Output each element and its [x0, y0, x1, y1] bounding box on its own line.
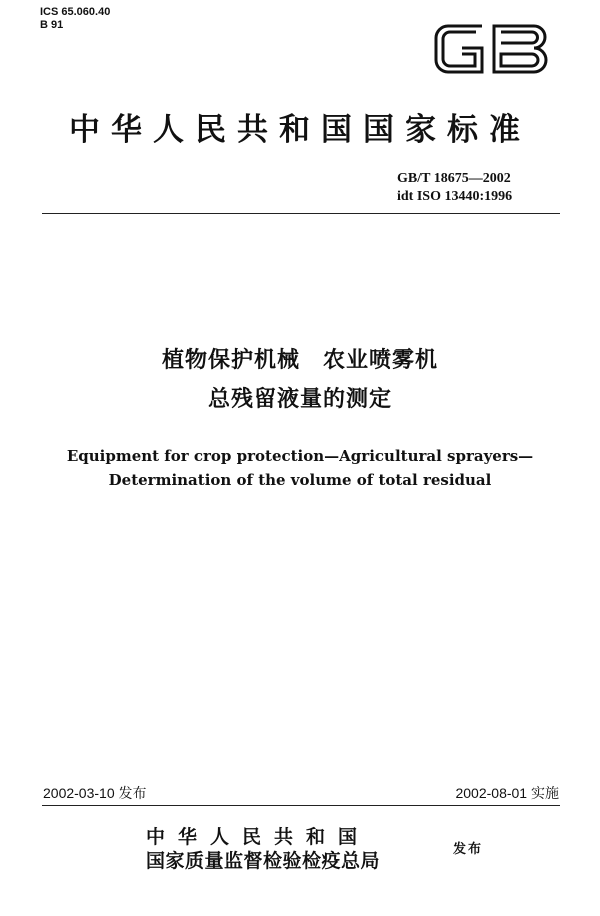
- chinese-title-line-2: 总残留液量的测定: [207, 387, 392, 412]
- issuer-prc: 中华人民共和国: [146, 826, 371, 848]
- english-title-line-2: Determination of the volume of total residual: [108, 471, 492, 489]
- issuer-agency: 国家质量监督检验检疫总局: [146, 850, 381, 872]
- implementation-date: 2002-08-01 实施: [455, 785, 559, 801]
- chinese-title-line-1: 植物保护机械 农业喷雾机: [161, 348, 438, 373]
- ics-code: ICS 65.060.40: [40, 6, 111, 18]
- header-divider: [42, 213, 560, 214]
- ics-classification: [40, 6, 110, 32]
- ccs-code: B 91: [40, 19, 64, 31]
- english-title-line-1: Equipment for crop protection—Agricultural sprayers—: [66, 447, 534, 465]
- issue-date: 2002-03-10 发布: [43, 785, 147, 801]
- standard-codes: [397, 170, 512, 206]
- publish-label: 发布: [453, 842, 484, 857]
- standard-number: GB/T 18675—2002: [397, 171, 511, 186]
- national-standard-title: 中华人民共和国国家标准: [69, 112, 531, 148]
- iso-equivalence: idt ISO 13440:1996: [397, 189, 513, 204]
- gb-logo-icon: [430, 18, 554, 80]
- footer-divider: [42, 805, 560, 806]
